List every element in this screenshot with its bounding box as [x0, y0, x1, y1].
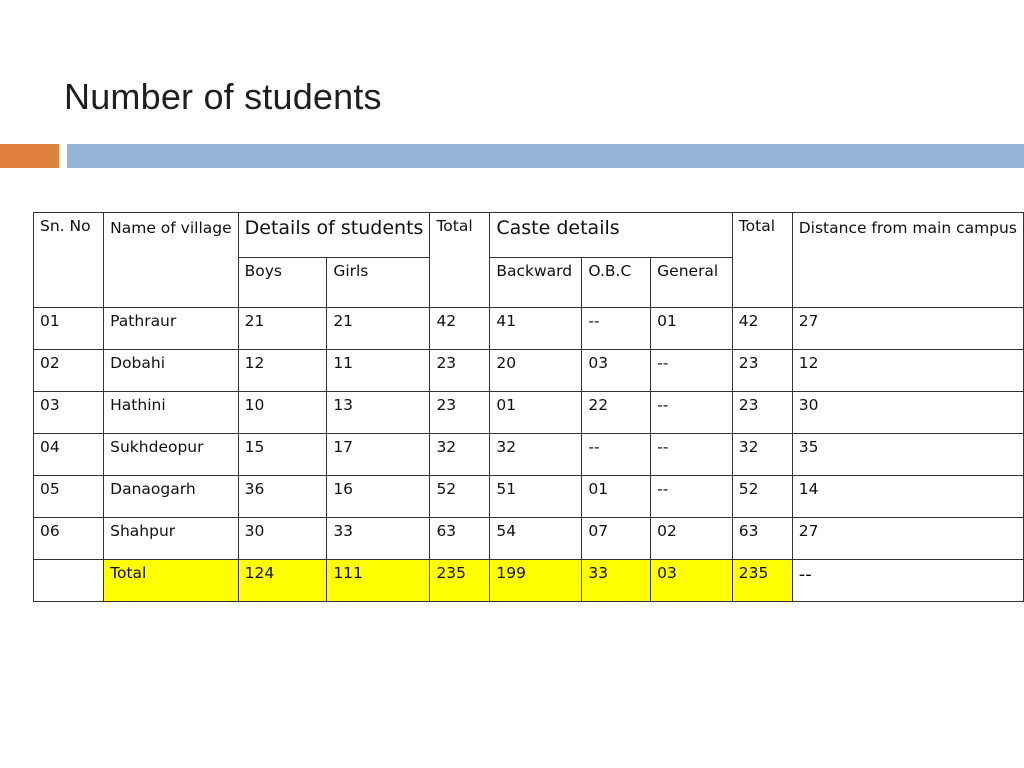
total-girls: 111	[327, 560, 430, 602]
header-total-caste: Total	[732, 213, 792, 308]
total-general: 03	[651, 560, 733, 602]
cell-total: 63	[430, 518, 490, 560]
header-total-students: Total	[430, 213, 490, 308]
page-title: Number of students	[64, 76, 382, 117]
cell-obc: 01	[582, 476, 651, 518]
accent-bar-blue	[67, 144, 1024, 168]
cell-total-caste: 23	[732, 392, 792, 434]
cell-backward: 32	[490, 434, 582, 476]
cell-boys: 10	[238, 392, 327, 434]
cell-distance: 14	[792, 476, 1023, 518]
cell-sn: 06	[34, 518, 104, 560]
cell-general: 02	[651, 518, 733, 560]
header-backward: Backward	[490, 258, 582, 308]
cell-total-caste: 42	[732, 308, 792, 350]
total-distance: --	[792, 560, 1023, 602]
header-name-of-village: Name of village	[104, 213, 239, 308]
header-girls: Girls	[327, 258, 430, 308]
cell-sn: 02	[34, 350, 104, 392]
total-caste: 235	[732, 560, 792, 602]
table-row	[34, 392, 1024, 434]
cell-total: 42	[430, 308, 490, 350]
cell-girls: 33	[327, 518, 430, 560]
cell-girls: 17	[327, 434, 430, 476]
cell-girls: 13	[327, 392, 430, 434]
cell-general: 01	[651, 308, 733, 350]
cell-girls: 21	[327, 308, 430, 350]
cell-sn: 03	[34, 392, 104, 434]
cell-village: Pathraur	[104, 308, 239, 350]
cell-boys: 36	[238, 476, 327, 518]
total-students: 235	[430, 560, 490, 602]
cell-total-caste: 63	[732, 518, 792, 560]
total-backward: 199	[490, 560, 582, 602]
cell-village: Sukhdeopur	[104, 434, 239, 476]
cell-sn: 04	[34, 434, 104, 476]
total-obc: 33	[582, 560, 651, 602]
cell-girls: 16	[327, 476, 430, 518]
accent-bar-orange	[0, 144, 59, 168]
cell-total: 52	[430, 476, 490, 518]
total-label: Total	[104, 560, 239, 602]
total-boys: 124	[238, 560, 327, 602]
cell-boys: 30	[238, 518, 327, 560]
cell-backward: 41	[490, 308, 582, 350]
cell-obc: 07	[582, 518, 651, 560]
cell-total: 23	[430, 350, 490, 392]
cell-distance: 35	[792, 434, 1023, 476]
cell-distance: 12	[792, 350, 1023, 392]
cell-sn: 05	[34, 476, 104, 518]
header-boys: Boys	[238, 258, 327, 308]
cell-obc: 03	[582, 350, 651, 392]
total-sn-cell	[34, 560, 104, 602]
cell-obc: --	[582, 434, 651, 476]
cell-boys: 15	[238, 434, 327, 476]
cell-distance: 30	[792, 392, 1023, 434]
cell-village: Shahpur	[104, 518, 239, 560]
table-row	[34, 476, 1024, 518]
total-row	[34, 560, 1024, 602]
students-table	[33, 212, 1024, 602]
cell-village: Hathini	[104, 392, 239, 434]
header-caste-details: Caste details	[490, 213, 732, 258]
cell-distance: 27	[792, 308, 1023, 350]
cell-total-caste: 23	[732, 350, 792, 392]
header-obc: O.B.C	[582, 258, 651, 308]
table-row	[34, 308, 1024, 350]
table-row	[34, 518, 1024, 560]
header-general: General	[651, 258, 733, 308]
cell-total: 23	[430, 392, 490, 434]
header-sn-no: Sn. No	[34, 213, 104, 308]
cell-boys: 12	[238, 350, 327, 392]
cell-total-caste: 32	[732, 434, 792, 476]
cell-general: --	[651, 350, 733, 392]
cell-distance: 27	[792, 518, 1023, 560]
cell-village: Danaogarh	[104, 476, 239, 518]
table-row	[34, 350, 1024, 392]
cell-obc: 22	[582, 392, 651, 434]
cell-total: 32	[430, 434, 490, 476]
cell-total-caste: 52	[732, 476, 792, 518]
cell-general: --	[651, 392, 733, 434]
cell-sn: 01	[34, 308, 104, 350]
cell-girls: 11	[327, 350, 430, 392]
cell-general: --	[651, 476, 733, 518]
cell-backward: 01	[490, 392, 582, 434]
header-distance: Distance from main campus	[792, 213, 1023, 308]
cell-boys: 21	[238, 308, 327, 350]
cell-backward: 54	[490, 518, 582, 560]
header-details-of-students: Details of students	[238, 213, 430, 258]
cell-obc: --	[582, 308, 651, 350]
table-row	[34, 434, 1024, 476]
cell-backward: 51	[490, 476, 582, 518]
cell-general: --	[651, 434, 733, 476]
cell-village: Dobahi	[104, 350, 239, 392]
cell-backward: 20	[490, 350, 582, 392]
